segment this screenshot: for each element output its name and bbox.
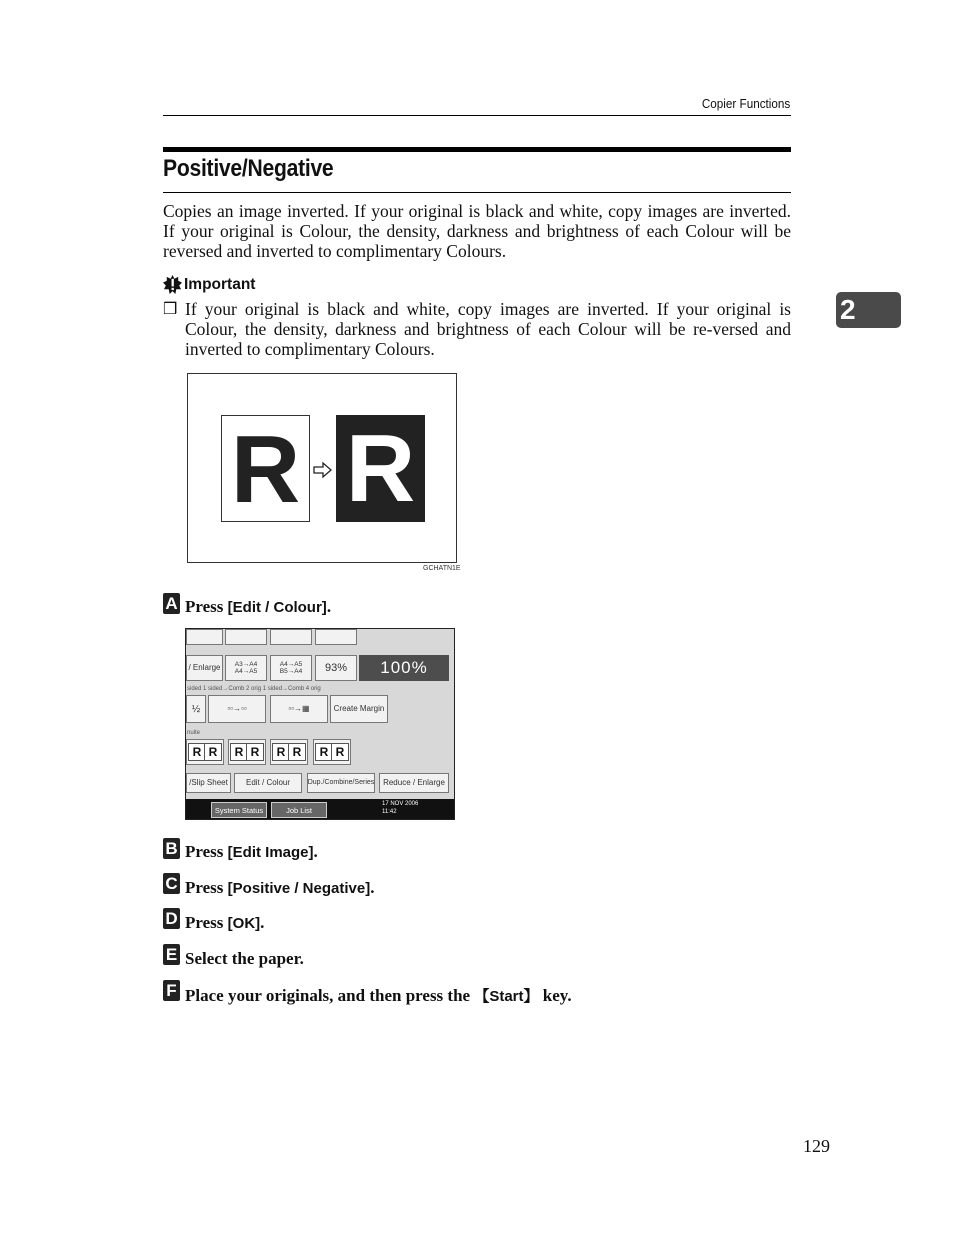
system-status-button[interactable]: System Status [211,802,267,818]
a4-a5-button[interactable]: A4→A5 B5→A4 [270,655,312,681]
important-heading [163,275,255,294]
step-number-icon: A [163,593,180,614]
title-rule [163,192,791,193]
screen-button[interactable] [315,629,357,645]
screen-button[interactable] [225,629,267,645]
step-number-icon: B [163,838,180,859]
job-list-button[interactable]: Job List [271,802,327,818]
step-4: Press [OK]. [185,913,265,932]
r-icon: R [315,743,333,761]
checkbox-bullet-icon: ❒ [163,301,178,318]
step-6: Place your originals, and then press the 【Start】 key. [185,986,572,1005]
arrow-right-icon [313,461,333,479]
step-5: Select the paper. [185,949,304,968]
section-title: Positive/Negative [163,155,334,182]
duplex-row-label: sided 1 sided→Comb 2 orig 1 sided→Comb 4 orig [187,686,321,692]
r-icon: R [288,743,306,761]
step-number-icon: C [163,873,180,894]
comb-4-button[interactable]: ▫▫→▦ [270,695,328,723]
step-2: Press [Edit Image]. [185,842,318,861]
intro-paragraph: Copies an image inverted. If your original is black and white, copy images are inverted. If your original is Colour, the density, darkness and brightness of each Colour will be reversed and inverted to complimentary Colours. [163,201,791,261]
edit-colour-button[interactable]: Edit / Colour [234,773,302,793]
step-number-icon: F [163,980,180,1001]
important-label: Important [184,275,256,293]
copier-screen [185,628,455,820]
section-rule [163,147,791,152]
running-header: Copier Functions [701,96,790,111]
r-icon: R [204,743,222,761]
page-number: 129 [803,1136,830,1156]
r-icon: R [331,743,349,761]
duplex-button[interactable]: ½ [186,695,206,723]
zoom-93-button[interactable]: 93% [315,655,357,681]
screen-datetime: 17 NOV 2006 11:42 [382,801,419,815]
figure-code: GCHATN1E [423,565,461,572]
reduce-enlarge-button[interactable]: Reduce / Enlarge [379,773,449,793]
step-number-icon: D [163,908,180,929]
original-r-image: R [221,415,310,522]
r-icon: R [272,743,290,761]
important-icon [163,275,182,294]
slip-sheet-button[interactable]: /Slip Sheet [186,773,231,793]
important-note: If your original is black and white, copy images are inverted. If your original is Colour, the density, darkness and brightness of each Colour will be re-versed and inverted to complimentary Colours. [185,299,791,359]
r-icon: R [230,743,248,761]
r-icon: R [188,743,206,761]
header-rule [163,115,791,116]
finish-row-label: nuite [187,730,201,736]
screen-button[interactable] [186,629,223,645]
a3-a4-button[interactable]: A3→A4 A4→A5 [225,655,267,681]
step-1: Press [Edit / Colour]. [185,597,332,616]
comb-2-button[interactable]: ▫▫→▫▫ [208,695,266,723]
inverted-r-image: R [336,415,425,522]
zoom-display: 100% [359,655,449,681]
enlarge-button[interactable]: / Enlarge [186,655,223,681]
step-3: Press [Positive / Negative]. [185,878,375,897]
screen-button[interactable] [270,629,312,645]
create-margin-button[interactable]: Create Margin [330,695,388,723]
chapter-tab: 2 [836,292,901,328]
dup-combine-series-button[interactable]: Dup./Combine/Series [307,773,375,793]
r-icon: R [246,743,264,761]
step-number-icon: E [163,944,180,965]
